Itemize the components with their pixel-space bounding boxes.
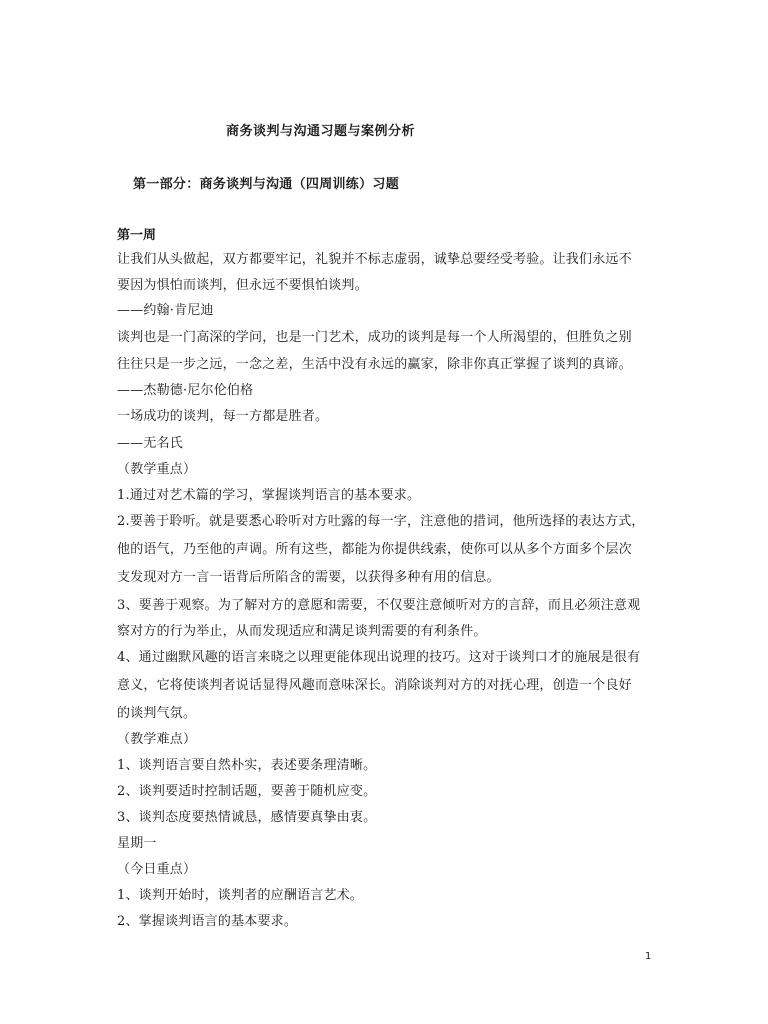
text-line: 谈判也是一门高深的学问，也是一门艺术，成功的谈判是每一个人所渴望的，但胜负之别 — [117, 330, 632, 345]
list-item: 1、谈判语言要自然朴实，表述要条理清晰。 — [117, 758, 377, 773]
list-item: 4、通过幽默风趣的语言来晓之以理更能体现出说理的技巧。这对于谈判口才的施展是很有 — [117, 650, 641, 665]
week-heading: 第一周 — [117, 228, 157, 243]
section-label: （今日重点） — [117, 862, 197, 877]
day-heading: 星期一 — [117, 836, 157, 851]
document-title: 商务谈判与沟通习题与案例分析 — [226, 124, 416, 139]
page-number: 1 — [645, 951, 652, 962]
list-item: 1、谈判开始时，谈判者的应酬语言艺术。 — [117, 888, 364, 903]
quote-attribution: ——杰勒德·尼尔伦伯格 — [117, 383, 254, 398]
text-line: 一场成功的谈判，每一方都是胜者。 — [117, 409, 329, 424]
list-item: 2、谈判要适时控制话题，要善于随机应变。 — [117, 784, 377, 799]
text-line: 意义，它将使谈判者说话显得风趣而意味深长。消除谈判对方的对抚心理，创造一个良好 — [117, 678, 632, 693]
section-label: （教学难点） — [117, 732, 197, 747]
list-item: 3、要善于观察。为了解对方的意愿和需要，不仅要注意倾听对方的言辞，而且必须注意观 — [117, 598, 641, 613]
list-item: 1.通过对艺术篇的学习，掌握谈判语言的基本要求。 — [117, 488, 421, 503]
list-item: 2.要善于聆听。就是要悉心聆听对方吐露的每一字，注意他的措词，他所选择的表达方式， — [117, 514, 645, 529]
text-line: 他的语气，乃至他的声调。所有这些，都能为你提供线索，使你可以从多个方面多个层次 — [117, 542, 632, 557]
part-heading: 第一部分：商务谈判与沟通（四周训练）习题 — [133, 177, 400, 192]
list-item: 3、谈判态度要热情诚恳，感情要真挚由衷。 — [117, 810, 377, 825]
text-line: 往往只是一步之远，一念之差，生活中没有永远的赢家，除非你真正掌握了谈判的真谛。 — [117, 357, 632, 372]
section-label: （教学重点） — [117, 462, 197, 477]
text-line: 支发现对方一言一语背后所陷含的需要，以获得多种有用的信息。 — [117, 570, 500, 585]
text-line: 的谈判气氛。 — [117, 706, 197, 721]
text-line: 要因为惧怕而谈判，但永远不要惧怕谈判。 — [117, 278, 368, 293]
quote-attribution: ——约翰·肯尼迪 — [117, 303, 214, 318]
list-item: 2、掌握谈判语言的基本要求。 — [117, 914, 298, 929]
quote-attribution: ——无名氏 — [117, 436, 184, 451]
text-line: 察对方的行为举止，从而发现适应和满足谈判需要的有利条件。 — [117, 624, 487, 639]
text-line: 让我们从头做起，双方都要牢记，礼貌并不标志虚弱，诚挚总要经受考验。让我们永远不 — [117, 252, 632, 267]
